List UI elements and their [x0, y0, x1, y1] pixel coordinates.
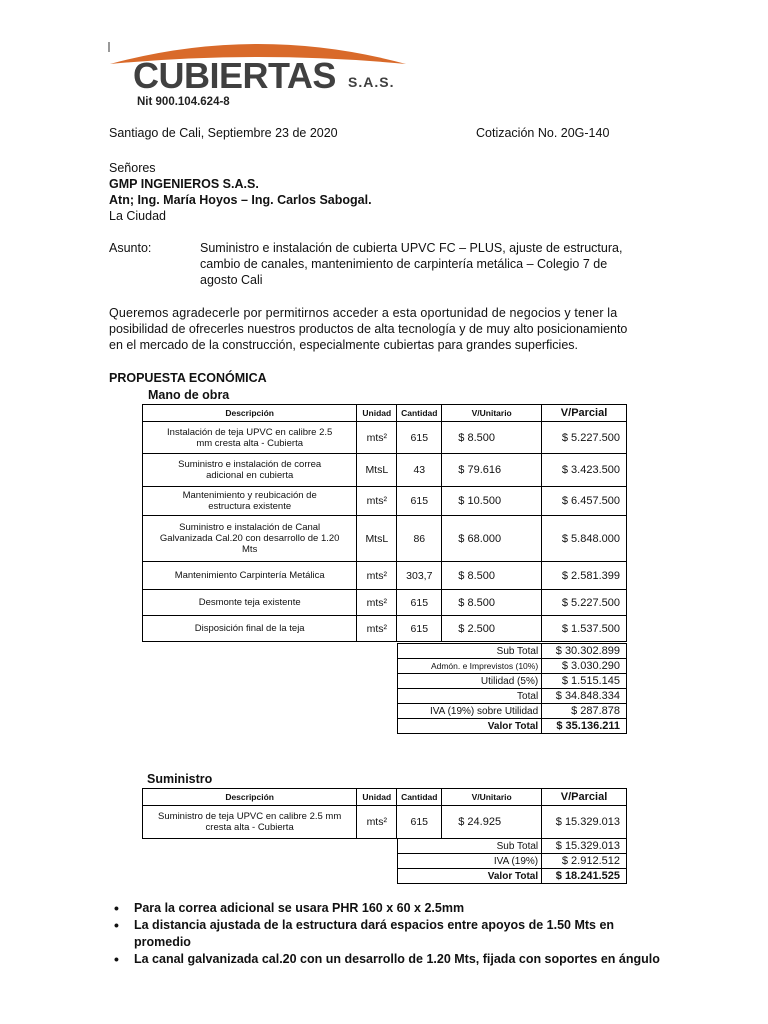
- col-unit: Unidad: [357, 405, 397, 422]
- labor-title: Mano de obra: [148, 388, 230, 402]
- row-partial: $ 5.848.000: [542, 516, 627, 562]
- totals-row: [398, 659, 627, 674]
- intro-line-1: Queremos agradecerle por permitirnos acceder a esta oportunidad de negocios y tener la: [109, 306, 618, 320]
- intro-line-3: en el mercado de la construcción, especialmente cubiertas para grandes superficies.: [109, 338, 579, 352]
- row-unit: mts²: [357, 562, 397, 590]
- row-unit-price: $ 8.500: [442, 590, 542, 616]
- row-description: Mantenimiento Carpintería Metálica: [143, 562, 357, 590]
- row-quantity: 303,7: [397, 562, 442, 590]
- col-partial: V/Parcial: [542, 789, 627, 806]
- salutation: Señores: [109, 161, 156, 175]
- grand-total-label: Valor Total: [398, 869, 542, 884]
- list-item: • Para la correa adicional se usara PHR 160 x 60 x 2.5mm: [112, 900, 672, 917]
- table-row: [143, 806, 627, 839]
- table-row: [143, 616, 627, 642]
- row-quantity: 43: [397, 454, 442, 487]
- row-unit: mts²: [357, 616, 397, 642]
- row-description: Mantenimiento y reubicación de estructura existente: [143, 487, 357, 516]
- row-description: Suministro e instalación de Canal Galvanizada Cal.20 con desarrollo de 1.20 Mts: [143, 516, 357, 562]
- totals-row: [398, 644, 627, 659]
- row-partial: $ 3.423.500: [542, 454, 627, 487]
- row-unit: mts²: [357, 422, 397, 454]
- row-description: Suministro e instalación de correa adicional en cubierta: [143, 454, 357, 487]
- totals-row: [398, 869, 627, 884]
- subject-line-3: agosto Cali: [200, 273, 263, 287]
- col-description: Descripción: [143, 789, 357, 806]
- row-quantity: 615: [397, 422, 442, 454]
- row-unit-price: $ 2.500: [442, 616, 542, 642]
- row-quantity: 86: [397, 516, 442, 562]
- admin-value: $ 3.030.290: [542, 659, 627, 674]
- supply-title: Suministro: [147, 772, 213, 786]
- list-item: • La canal galvanizada cal.20 con un desarrollo de 1.20 Mts, fijada con soportes en ángulo: [112, 951, 672, 968]
- row-unit: MtsL: [357, 516, 397, 562]
- col-description: Descripción: [143, 405, 357, 422]
- row-unit-price: $ 8.500: [442, 422, 542, 454]
- proposal-title: PROPUESTA ECONÓMICA: [109, 371, 267, 385]
- grand-total-value: $ 35.136.211: [542, 719, 627, 734]
- table-row: [143, 590, 627, 616]
- col-unit: Unidad: [357, 789, 397, 806]
- totals-row: [398, 704, 627, 719]
- col-unit-price: V/Unitario: [442, 789, 542, 806]
- row-unit: mts²: [357, 487, 397, 516]
- subject-line-1: Suministro e instalación de cubierta UPVC FC – PLUS, ajuste de estructura,: [200, 241, 623, 255]
- admin-label: Admón. e Imprevistos (10%): [398, 659, 542, 674]
- nit-number: Nit 900.104.624-8: [137, 96, 230, 108]
- labor-header-row: [143, 405, 627, 422]
- row-quantity: 615: [397, 487, 442, 516]
- row-description: Suministro de teja UPVC en calibre 2.5 mm cresta alta - Cubierta: [143, 806, 357, 839]
- col-quantity: Cantidad: [397, 789, 442, 806]
- grand-total-value: $ 18.241.525: [542, 869, 627, 884]
- quote-number: Cotización No. 20G-140: [476, 126, 610, 140]
- place-date: Santiago de Cali, Septiembre 23 de 2020: [109, 126, 338, 140]
- grand-total-label: Valor Total: [398, 719, 542, 734]
- row-partial: $ 5.227.500: [542, 422, 627, 454]
- col-quantity: Cantidad: [397, 405, 442, 422]
- row-partial: $ 15.329.013: [542, 806, 627, 839]
- subtotal-label: Sub Total: [398, 839, 542, 854]
- subtotal-value: $ 30.302.899: [542, 644, 627, 659]
- iva-label: IVA (19%): [398, 854, 542, 869]
- totals-row: [398, 689, 627, 704]
- row-unit-price: $ 79.616: [442, 454, 542, 487]
- recipient-company: GMP INGENIEROS S.A.S.: [109, 177, 259, 191]
- supply-table: [142, 788, 627, 839]
- table-row: [143, 454, 627, 487]
- row-unit-price: $ 8.500: [442, 562, 542, 590]
- row-quantity: 615: [397, 590, 442, 616]
- row-unit-price: $ 10.500: [442, 487, 542, 516]
- iva-value: $ 2.912.512: [542, 854, 627, 869]
- row-partial: $ 6.457.500: [542, 487, 627, 516]
- row-description: Desmonte teja existente: [143, 590, 357, 616]
- notes-list: [112, 900, 672, 968]
- labor-table: [142, 404, 627, 642]
- totals-row: [398, 719, 627, 734]
- row-partial: $ 1.537.500: [542, 616, 627, 642]
- row-partial: $ 5.227.500: [542, 590, 627, 616]
- total-label: Total: [398, 689, 542, 704]
- table-row: [143, 516, 627, 562]
- recipient-attention: Atn; Ing. María Hoyos – Ing. Carlos Sabogal.: [109, 193, 372, 207]
- row-description: Instalación de teja UPVC en calibre 2.5 mm cresta alta - Cubierta: [143, 422, 357, 454]
- iva-value: $ 287.878: [542, 704, 627, 719]
- table-row: [143, 562, 627, 590]
- row-unit-price: $ 68.000: [442, 516, 542, 562]
- col-unit-price: V/Unitario: [442, 405, 542, 422]
- row-unit: mts²: [357, 806, 397, 839]
- row-unit: MtsL: [357, 454, 397, 487]
- utility-label: Utilidad (5%): [398, 674, 542, 689]
- list-item: • La distancia ajustada de la estructura dará espacios entre apoyos de 1.50 Mts en promedio: [112, 917, 672, 951]
- row-quantity: 615: [397, 616, 442, 642]
- row-unit-price: $ 24.925: [442, 806, 542, 839]
- table-row: [143, 422, 627, 454]
- subtotal-value: $ 15.329.013: [542, 839, 627, 854]
- row-unit: mts²: [357, 590, 397, 616]
- supply-totals-table: [397, 838, 627, 884]
- utility-value: $ 1.515.145: [542, 674, 627, 689]
- intro-line-2: posibilidad de ofrecerles nuestros productos de alta tecnología y de muy alto posicionamiento: [109, 322, 628, 336]
- row-description: Disposición final de la teja: [143, 616, 357, 642]
- totals-row: [398, 854, 627, 869]
- table-row: [143, 487, 627, 516]
- subject-label: Asunto:: [109, 241, 152, 255]
- iva-label: IVA (19%) sobre Utilidad: [398, 704, 542, 719]
- totals-row: [398, 674, 627, 689]
- logo-brand: CUBIERTAS: [133, 55, 336, 96]
- total-value: $ 34.848.334: [542, 689, 627, 704]
- supply-header-row: [143, 789, 627, 806]
- row-quantity: 615: [397, 806, 442, 839]
- recipient-city: La Ciudad: [109, 209, 166, 223]
- totals-row: [398, 839, 627, 854]
- row-partial: $ 2.581.399: [542, 562, 627, 590]
- logo-suffix: S.A.S.: [348, 74, 395, 90]
- col-partial: V/Parcial: [542, 405, 627, 422]
- subtotal-label: Sub Total: [398, 644, 542, 659]
- subject-line-2: cambio de canales, mantenimiento de carpintería metálica – Colegio 7 de: [200, 257, 608, 271]
- labor-totals-table: [397, 643, 627, 734]
